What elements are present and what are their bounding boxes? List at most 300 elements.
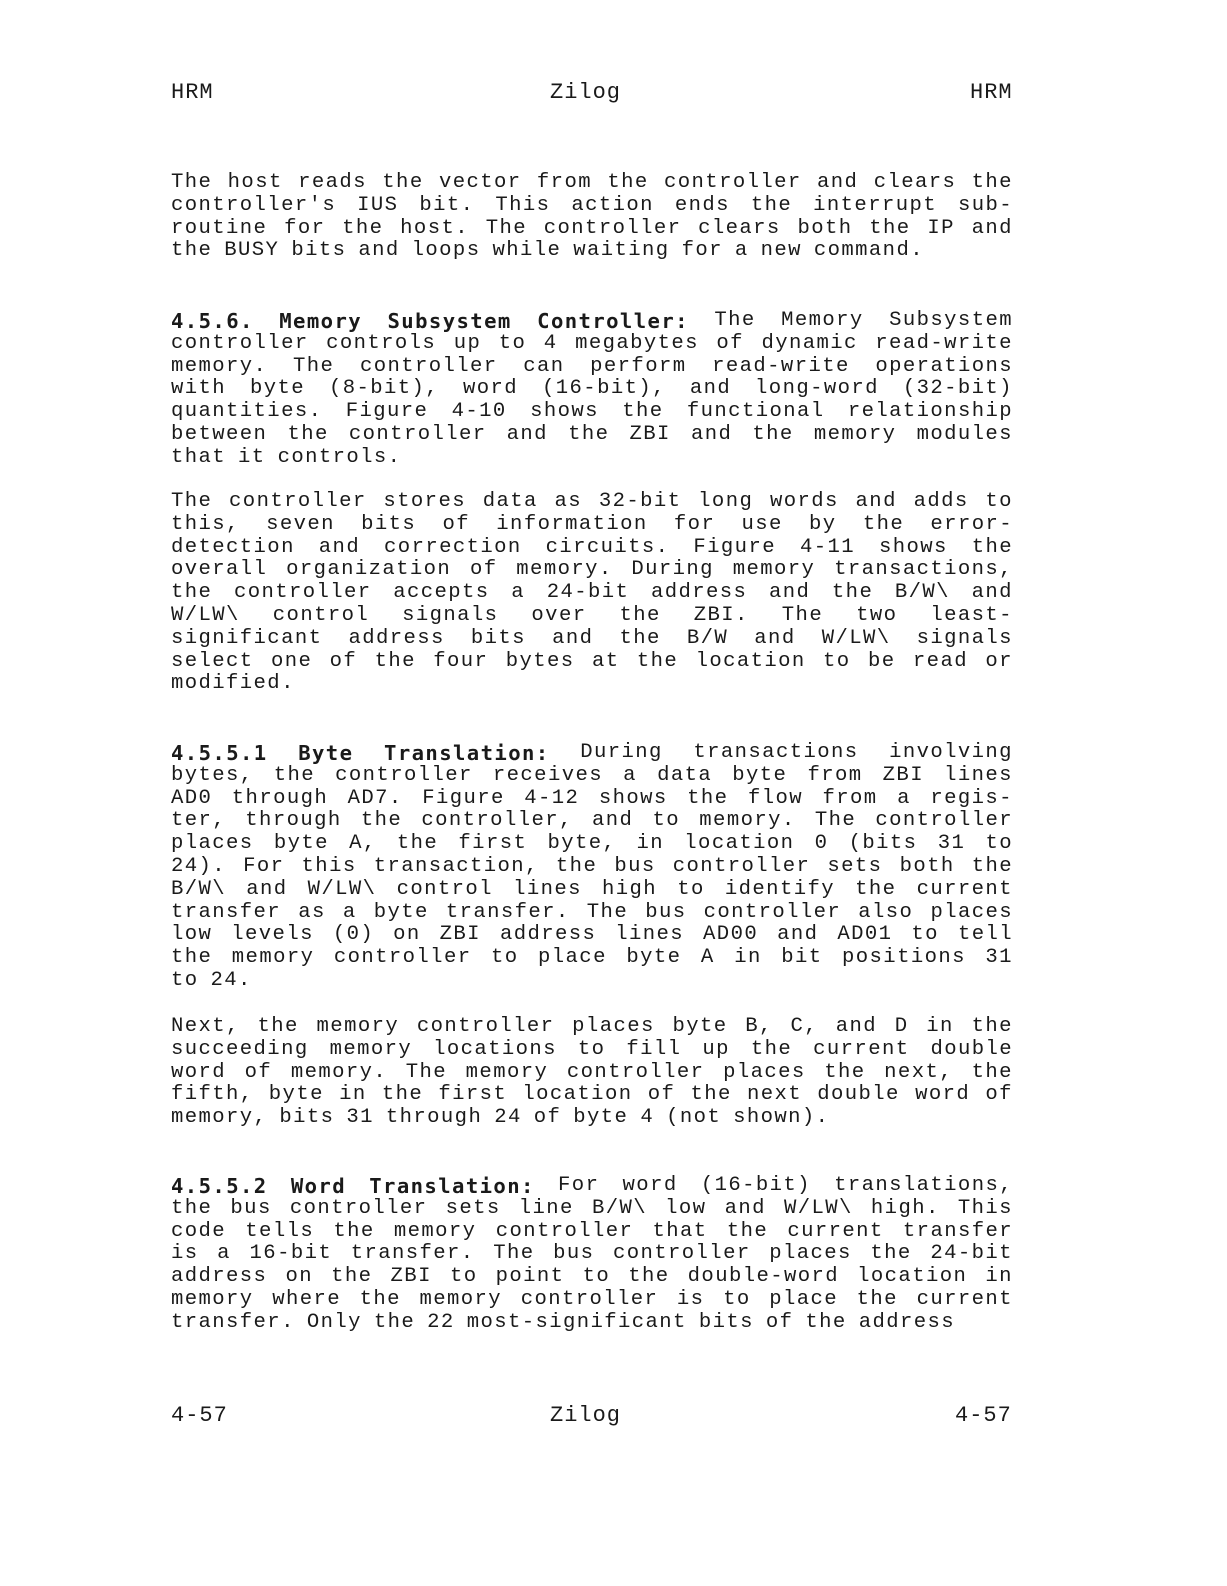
text-line — [171, 970, 1013, 993]
section-paragraph — [171, 310, 1013, 470]
word: for — [284, 216, 326, 240]
word: relationship — [847, 400, 1013, 424]
text-line — [171, 879, 1013, 902]
word: current — [916, 1287, 1013, 1311]
word: 4 — [640, 1106, 655, 1130]
paragraph — [171, 1016, 1013, 1130]
word: a — [623, 763, 637, 787]
paragraph — [171, 172, 1013, 263]
word: controller — [333, 946, 472, 970]
word: host. — [400, 216, 469, 240]
word: the — [568, 422, 610, 446]
word: shows — [530, 400, 599, 424]
word: correction — [384, 535, 522, 559]
word: to — [171, 968, 199, 992]
word: functional — [686, 400, 825, 424]
word: A — [700, 946, 715, 970]
word: byte — [250, 377, 306, 401]
word: point — [495, 1265, 565, 1289]
paragraph — [171, 491, 1013, 696]
word: transfer. — [350, 1242, 475, 1266]
word: address — [348, 626, 445, 650]
word: significant — [171, 626, 323, 650]
word: organization — [286, 558, 452, 582]
word: fifth, — [171, 1083, 254, 1107]
word: reads — [298, 171, 367, 194]
word: the — [750, 1037, 793, 1061]
word: bus — [553, 1242, 595, 1266]
text-line — [171, 651, 1013, 674]
word: use — [741, 512, 783, 536]
word: controller — [875, 809, 1013, 833]
word: ZBI — [439, 923, 481, 947]
word: memory — [171, 1287, 254, 1311]
word: sets — [445, 1196, 501, 1220]
word: BUSY — [224, 239, 280, 263]
word: AD0 — [171, 786, 213, 810]
word: through — [245, 809, 342, 833]
word: the — [333, 1219, 375, 1243]
word: the — [971, 1060, 1013, 1084]
word: (8-bit), — [329, 377, 440, 401]
word: to — [823, 649, 851, 673]
word: 4-10 — [451, 400, 507, 424]
word: the — [971, 1015, 1013, 1038]
word: ZBI. — [693, 603, 749, 627]
word: for — [673, 512, 716, 536]
word: address — [499, 923, 597, 947]
word: byte — [273, 832, 329, 856]
word: and — [835, 1015, 878, 1038]
word: regis- — [930, 786, 1013, 810]
text-line — [171, 1198, 1013, 1221]
text-line — [171, 333, 1013, 356]
text-line — [171, 491, 1013, 514]
word: and — [817, 171, 859, 194]
word: and — [754, 626, 796, 650]
word: words — [769, 490, 839, 513]
word: controller — [348, 422, 487, 446]
text-line — [171, 1312, 1013, 1335]
word: on — [393, 923, 421, 947]
word: the — [752, 422, 794, 446]
word: to — [911, 923, 939, 947]
word: first — [458, 832, 528, 856]
word: next — [746, 1083, 803, 1107]
word: memory. — [699, 809, 796, 833]
word: to — [985, 832, 1013, 856]
text-line — [171, 605, 1013, 628]
word: both — [899, 854, 955, 878]
word: controller — [229, 490, 367, 513]
word: select — [171, 649, 254, 673]
word: 24-bit — [930, 1242, 1013, 1266]
word: and — [358, 239, 400, 263]
text-line — [171, 172, 1013, 195]
word: byte — [373, 900, 429, 924]
word: byte, — [547, 832, 617, 856]
word: B/W\ — [894, 581, 950, 605]
word: memory — [465, 1060, 549, 1084]
word: 4-11 — [799, 535, 855, 559]
word: byte — [732, 763, 788, 787]
word: accepts — [393, 581, 490, 605]
word: memory — [231, 946, 315, 970]
footer-center: Zilog — [550, 1403, 622, 1428]
word: most-significant — [466, 1310, 687, 1334]
text-line — [171, 1062, 1013, 1085]
word: to — [677, 877, 705, 901]
word: the — [257, 1015, 299, 1038]
word: memory, — [171, 1106, 268, 1130]
word: Only — [306, 1310, 362, 1334]
word: the — [855, 877, 897, 901]
word: the — [870, 1242, 912, 1266]
word: in — [636, 832, 665, 856]
word: the — [171, 946, 213, 970]
word: identify — [724, 877, 835, 901]
word: location — [684, 832, 795, 856]
word: to — [985, 490, 1013, 513]
text-line — [171, 310, 1013, 333]
section-number: 4.5.6. — [171, 309, 254, 333]
word: overall — [171, 558, 268, 582]
word: or — [985, 649, 1013, 673]
word: waiting — [573, 239, 670, 263]
text-line — [171, 673, 1013, 696]
word: read — [912, 649, 968, 673]
word: from — [822, 786, 878, 810]
word: controller — [416, 1015, 555, 1038]
word: controller — [703, 900, 842, 924]
word: W/LW\ — [307, 877, 377, 901]
text-line — [171, 1107, 1013, 1130]
word: is — [676, 1287, 705, 1311]
word: from — [536, 171, 592, 194]
word: the — [171, 581, 213, 605]
word: controller — [171, 331, 309, 355]
word: two — [856, 603, 898, 627]
word: succeeding — [171, 1037, 309, 1061]
word: at — [591, 649, 620, 673]
word: of — [765, 1310, 794, 1334]
word: controller — [335, 763, 473, 787]
word: This — [495, 193, 551, 217]
word: high. — [870, 1196, 940, 1220]
word: byte — [573, 1106, 629, 1130]
text-line — [171, 765, 1013, 788]
word: controller — [613, 1242, 751, 1266]
word: controller — [543, 216, 682, 240]
word: the — [360, 809, 403, 833]
word: bits — [291, 239, 347, 263]
word: megabytes — [575, 331, 699, 355]
word: positions — [842, 946, 966, 970]
word: through — [231, 786, 329, 810]
word: to — [582, 1265, 611, 1289]
word: 31 — [937, 832, 966, 856]
word: transfer. — [171, 1310, 295, 1334]
word: (bits — [848, 832, 918, 856]
word: the — [726, 1219, 769, 1243]
word: up — [453, 331, 482, 355]
word: tell — [957, 923, 1013, 947]
word: memory — [316, 1015, 400, 1038]
word: the — [382, 171, 424, 194]
word: The — [485, 216, 528, 240]
text-line — [171, 1266, 1013, 1289]
text-line — [171, 537, 1013, 560]
word: next, — [884, 1060, 953, 1084]
word: Memory — [781, 309, 864, 332]
word: to — [498, 331, 527, 355]
word: receives — [492, 763, 603, 787]
word: current — [787, 1219, 884, 1243]
section-heading-word: Controller: — [537, 309, 689, 333]
word: controller — [664, 171, 802, 194]
word: vector — [438, 171, 522, 194]
word: 22 — [427, 1310, 455, 1334]
word: 32-bit — [598, 490, 682, 513]
word: error- — [930, 512, 1013, 536]
word: where — [272, 1287, 341, 1311]
word: the — [805, 1310, 847, 1334]
word: bytes — [505, 649, 575, 673]
word: up — [702, 1037, 730, 1061]
word: B/W — [686, 626, 729, 650]
text-line — [171, 1016, 1013, 1039]
word: The — [171, 490, 213, 513]
word: the — [381, 1083, 424, 1107]
word: double — [817, 1083, 900, 1107]
word: During — [580, 741, 663, 764]
text-line — [171, 356, 1013, 379]
word: ends — [674, 193, 730, 217]
word: shown). — [733, 1106, 830, 1130]
word: controller — [520, 1287, 659, 1311]
word: bytes, — [171, 763, 254, 787]
word: of — [442, 512, 471, 536]
word: Figure — [345, 400, 429, 424]
word: of — [329, 649, 358, 673]
header-right: HRM — [970, 80, 1013, 105]
word: to — [490, 946, 519, 970]
word: W/LW\ — [783, 1196, 853, 1220]
word: AD00 — [703, 923, 759, 947]
word: of — [469, 558, 498, 582]
word: word — [463, 377, 519, 401]
word: Figure — [422, 786, 505, 810]
word: 24 — [494, 1106, 522, 1130]
word: between — [171, 422, 268, 446]
word: on — [285, 1265, 313, 1289]
footer-left: 4-57 — [171, 1403, 228, 1428]
word: as — [298, 900, 326, 924]
word: bit — [781, 946, 823, 970]
word: the — [373, 1310, 416, 1334]
word: and — [724, 1196, 766, 1220]
word: places — [723, 1060, 806, 1084]
word: The — [292, 354, 335, 378]
word: lines — [513, 877, 582, 901]
word: 4 — [543, 331, 558, 355]
word: modules — [916, 422, 1013, 446]
word: location — [857, 1265, 968, 1289]
word: levels — [231, 923, 314, 947]
word: shows — [878, 535, 948, 559]
word: (0) — [332, 923, 375, 947]
word: For — [243, 854, 285, 878]
word: ter, — [171, 809, 227, 833]
word: quantities. — [171, 400, 323, 424]
text-line — [171, 1221, 1013, 1244]
word: this, — [171, 512, 240, 536]
word: and — [971, 216, 1013, 240]
word: current — [813, 1037, 910, 1061]
section-heading-word: Subsystem — [387, 309, 512, 333]
word: This — [957, 1196, 1013, 1220]
word: 24. — [210, 968, 252, 992]
word: control — [272, 603, 370, 627]
word: bits — [279, 1106, 335, 1130]
word: places — [769, 1242, 852, 1266]
word: interrupt — [813, 193, 937, 217]
word: ZBI — [882, 763, 924, 787]
word: double — [930, 1037, 1013, 1061]
word: and — [971, 581, 1013, 605]
word: and — [318, 535, 361, 559]
word: of — [716, 331, 744, 355]
word: D — [894, 1015, 909, 1038]
word: loops — [411, 239, 481, 263]
word: W/LW\ — [821, 626, 891, 650]
word: controller, — [421, 809, 573, 833]
text-line — [171, 424, 1013, 447]
word: the — [824, 1060, 866, 1084]
text-line — [171, 947, 1013, 970]
text-line — [171, 195, 1013, 218]
word: C, — [790, 1015, 819, 1038]
section-heading-word: Byte — [298, 741, 354, 765]
word: and — [506, 422, 548, 446]
word: the — [622, 400, 664, 424]
word: signals — [916, 626, 1013, 650]
word: of — [244, 1060, 273, 1084]
text-line — [171, 742, 1013, 765]
word: long — [698, 490, 754, 513]
word: in — [926, 1015, 954, 1038]
word: location — [522, 1083, 633, 1107]
word: AD7. — [347, 786, 403, 810]
word: also — [858, 900, 914, 924]
text-line — [171, 1243, 1013, 1266]
word: host — [227, 171, 283, 194]
word: it — [238, 445, 266, 469]
word: sub- — [957, 193, 1013, 217]
word: that — [171, 445, 227, 469]
word: the — [396, 832, 439, 856]
word: memory. — [171, 354, 268, 378]
word: line — [518, 1196, 574, 1220]
text-line — [171, 447, 1013, 470]
word: the — [831, 581, 874, 605]
header-center: Zilog — [550, 80, 622, 105]
word: of — [533, 1106, 562, 1130]
word: the — [690, 1083, 732, 1107]
word: transaction, — [373, 854, 539, 878]
word: the — [342, 216, 384, 240]
word: address — [650, 581, 748, 605]
text-line — [171, 1289, 1013, 1312]
word: data — [482, 490, 538, 513]
word: memory — [813, 422, 897, 446]
text-line — [171, 628, 1013, 651]
word: byte — [626, 946, 682, 970]
section-number: 4.5.5.1 — [171, 741, 268, 765]
word: address — [858, 1310, 955, 1334]
word: places — [572, 1015, 655, 1038]
word: bits — [698, 1310, 754, 1334]
word: The — [714, 309, 756, 332]
word: 24). — [171, 854, 227, 878]
text-line — [171, 582, 1013, 605]
word: memory — [393, 1219, 477, 1243]
word: fill — [626, 1037, 682, 1061]
word: (32-bit) — [902, 377, 1013, 401]
word: memory. — [290, 1060, 388, 1084]
text-line — [171, 218, 1013, 241]
word: stores — [383, 490, 466, 513]
word: by — [809, 512, 837, 536]
word: the — [869, 216, 911, 240]
word: the — [636, 649, 679, 673]
word: the — [171, 1196, 213, 1220]
word: controls. — [277, 445, 402, 469]
word: a — [217, 1242, 231, 1266]
text-line — [171, 788, 1013, 811]
word: word — [171, 1060, 227, 1084]
word: current — [916, 877, 1013, 901]
word: new — [760, 239, 802, 263]
word: place — [538, 946, 607, 970]
word: The — [814, 809, 857, 833]
section-heading-word: Translation: — [369, 1174, 535, 1198]
section-paragraph — [171, 1175, 1013, 1335]
word: read-write — [875, 331, 1013, 355]
word: transactions, — [834, 558, 1013, 582]
word: 0 — [814, 832, 829, 856]
word: to — [449, 1265, 478, 1289]
word: and — [777, 923, 819, 947]
word: command. — [813, 239, 924, 263]
word: data — [657, 763, 713, 787]
word: double-word — [687, 1265, 840, 1289]
word: and — [855, 490, 897, 513]
word: The — [493, 1242, 535, 1266]
word: IP — [927, 216, 955, 240]
text-line — [171, 810, 1013, 833]
word: tells — [245, 1219, 315, 1243]
word: in — [339, 1083, 367, 1107]
word: action — [571, 193, 654, 217]
word: in — [734, 946, 762, 970]
word: is — [171, 1242, 199, 1266]
word: ZBI — [390, 1265, 432, 1289]
word: memory. — [516, 558, 613, 582]
word: transfer — [171, 900, 282, 924]
word: During — [631, 558, 714, 582]
text-line — [171, 559, 1013, 582]
